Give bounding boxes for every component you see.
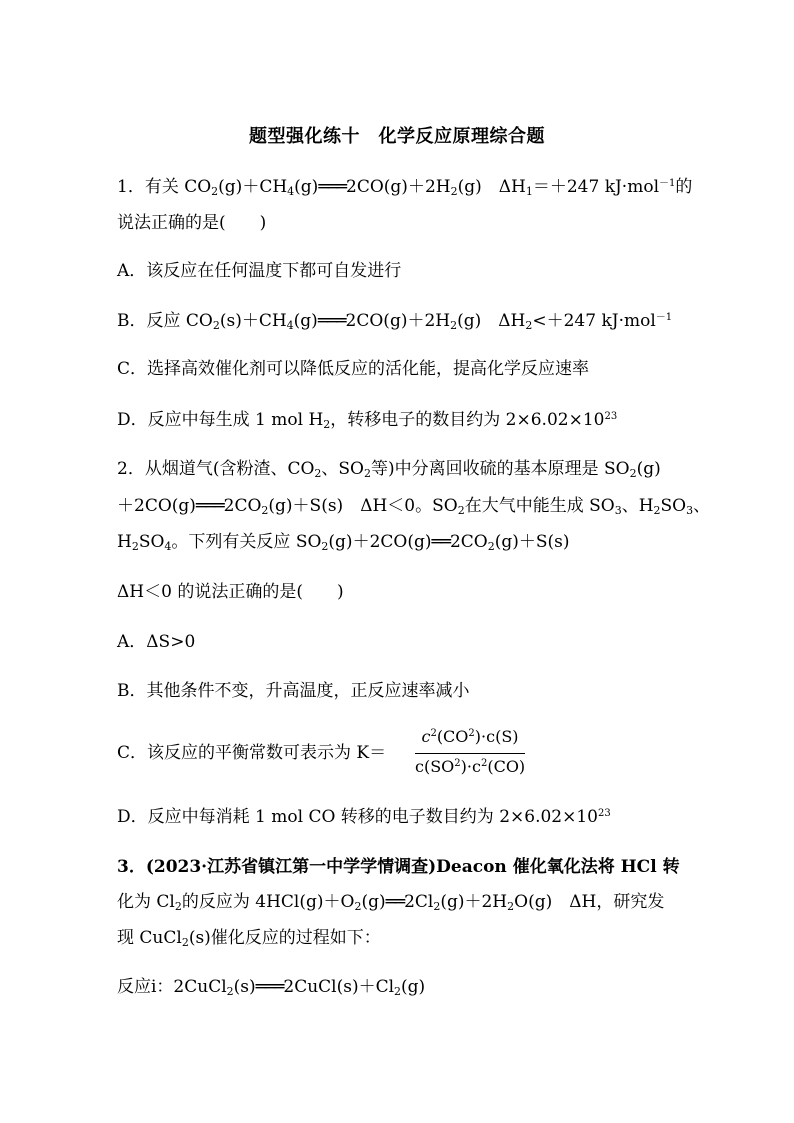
q2-option-b: B．其他条件不变，升高温度，正反应速率减小 (117, 681, 470, 701)
fraction-denominator: $c(SO^2)\cdot c^2(CO)$ (415, 757, 526, 776)
q2-stem-line1: 2．从烟道气(含粉渣、$CO_2$、$SO_2$等)中分离回收硫的基本原理是 $SO_2(g)$ (117, 459, 661, 480)
fraction-bar (415, 753, 525, 754)
q2-option-a: A．ΔS>0 (117, 632, 196, 652)
q2-stem-line3: $H_2SO_4$。下列有关反应 $SO_2(g)+2CO(g)══2CO_2(g)+S(s)$ (117, 532, 570, 553)
q3-stem-line3: 现 CuCl$_2$(s)催化反应的过程如下： (117, 928, 381, 949)
q1-option-b: B．反应 $CO_2(s)+CH_4(g)═══2CO(g)+2H_2(g)$ $\Delta H_2<+247$ kJ·mol$^{-1}$ (117, 311, 673, 332)
q3-stem-line2: 化为 $Cl_2$的反应为 $4HCl(g)+O_2(g)══2Cl_2(g)+2H_2O(g)$ ΔH，研究发 (117, 892, 665, 913)
q1-option-c: C．选择高效催化剂可以降低反应的活化能，提高化学反应速率 (117, 359, 590, 379)
q3-reaction-i: 反应ⅰ：$2CuCl_2(s)═══2CuCl(s)+Cl_2(g)$ (117, 977, 426, 998)
q2-stem-line4: ΔH＜0 的说法正确的是( ) (117, 582, 344, 602)
q1-stem-line1: 1．有关 $CO_2(g)+CH_4(g)═══2CO(g)+2H_2(g)$ $\Delta H_1=+247$ kJ·mol$^{-1}$的 (117, 177, 693, 198)
fraction-numerator: $c^2(CO^2)\cdot c(S)$ (421, 727, 519, 746)
q3-stem-line1: 3．(2023·江苏省镇江第一中学学情调查)Deacon 催化氧化法将 HCl 转 (117, 857, 680, 877)
q2-option-c: C．该反应的平衡常数可表示为 K＝ (117, 743, 387, 763)
q1-option-d: D．反应中每生成 1 mol $H_2$，转移电子的数目约为 $2\times 6.02\times 10^{23}$ (117, 410, 618, 431)
q2-stem-line2: $+2CO(g)═══2CO_2(g)+S(s)$ ΔH＜0。$SO_2$在大气中能生成 $SO_3$、$H_2SO_3$、 (117, 496, 711, 517)
q2-option-d: D．反应中每消耗 1 mol CO 转移的电子数目约为 $2\times 6.02\times 10^{23}$ (117, 807, 611, 827)
q1-stem-line2: 说法正确的是( ) (117, 213, 267, 233)
page-title: 题型强化练十 化学反应原理综合题 (249, 126, 545, 147)
q1-option-a: A．该反应在任何温度下都可自发进行 (117, 261, 402, 281)
